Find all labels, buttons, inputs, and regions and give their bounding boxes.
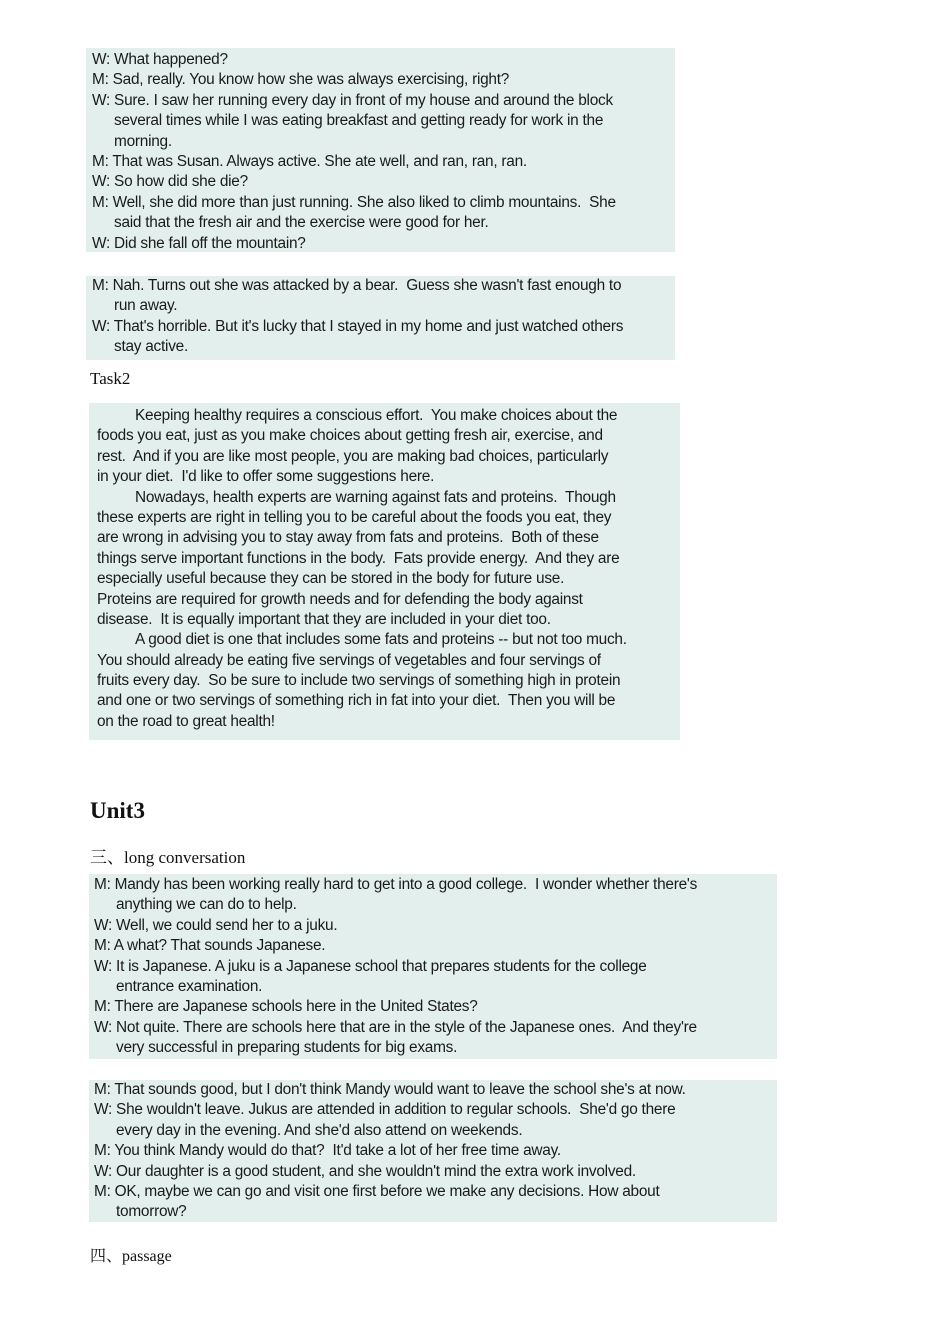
dialogue-line-continuation: stay active. xyxy=(114,338,188,356)
dialogue-line: W: Did she fall off the mountain? xyxy=(92,234,306,252)
passage-line: disease. It is equally important that they are included in your diet too. xyxy=(97,610,551,628)
unit3-conversation-part2 xyxy=(89,1080,777,1222)
passage-line: rest. And if you are like most people, you are making bad choices, particularly xyxy=(97,447,609,465)
task2-label: Task2 xyxy=(90,369,131,388)
dialogue-line: M: Well, she did more than just running. She also liked to climb mountains. She xyxy=(92,193,616,211)
passage-line: Proteins are required for growth needs and for defending the body against xyxy=(97,590,583,608)
dialogue-line: M: Nah. Turns out she was attacked by a bear. Guess she wasn't fast enough to xyxy=(92,277,622,294)
dialogue-line: W: That's horrible. But it's lucky that I stayed in my home and just watched others xyxy=(92,317,624,335)
passage-line: these experts are right in telling you to be careful about the foods you eat, they xyxy=(97,508,612,526)
dialogue-line: M: Sad, really. You know how she was always exercising, right? xyxy=(92,71,510,89)
dialogue-line: W: Well, we could send her to a juku. xyxy=(94,916,338,934)
dialogue-line-continuation: very successful in preparing students for big exams. xyxy=(116,1039,458,1057)
task2-passage xyxy=(89,403,680,740)
dialogue-line: M: That was Susan. Always active. She ate well, and ran, ran, ran. xyxy=(92,152,527,170)
unit3-conversation-part1 xyxy=(89,874,777,1059)
dialogue-line-continuation: several times while I was eating breakfast and getting ready for work in the xyxy=(114,112,604,130)
dialogue-line: W: She wouldn't leave. Jukus are attended in addition to regular schools. She'd go there xyxy=(94,1101,676,1119)
passage-line: You should already be eating five servings of vegetables and four servings of xyxy=(97,651,601,669)
passage-line: Keeping healthy requires a conscious effort. You make choices about the xyxy=(135,407,618,424)
passage-line: in your diet. I'd like to offer some suggestions here. xyxy=(97,468,435,486)
passage-line: foods you eat, just as you make choices about getting fresh air, exercise, and xyxy=(97,427,603,445)
dialogue-line: M: OK, maybe we can go and visit one first before we make any decisions. How about xyxy=(94,1182,660,1200)
dialogue-line: M: There are Japanese schools here in the United States? xyxy=(94,998,478,1016)
dialogue-line: M: You think Mandy would do that? It'd take a lot of her free time away. xyxy=(94,1142,561,1160)
passage-line: Nowadays, health experts are warning against fats and proteins. Though xyxy=(135,488,616,506)
passage-line: especially useful because they can be stored in the body for future use. xyxy=(97,570,565,588)
dialogue-line: M: Mandy has been working really hard to get into a good college. I wonder whether there's xyxy=(94,876,698,893)
passage-line: A good diet is one that includes some fats and proteins -- but not too much. xyxy=(135,631,627,649)
dialogue-line-continuation: anything we can do to help. xyxy=(116,896,297,914)
passage-line: and one or two servings of something rich in fat into your diet. Then you will be xyxy=(97,692,616,710)
dialogue-line-continuation: morning. xyxy=(114,132,172,150)
dialogue-line: W: It is Japanese. A juku is a Japanese school that prepares students for the college xyxy=(94,957,647,975)
dialogue-line: W: Sure. I saw her running every day in front of my house and around the block xyxy=(92,91,613,109)
dialogue-line: W: What happened? xyxy=(92,51,228,68)
dialogue-line: W: So how did she die? xyxy=(92,173,248,191)
dialogue-line: M: A what? That sounds Japanese. xyxy=(94,937,326,955)
dialogue-line-continuation: entrance examination. xyxy=(116,977,263,995)
passage-line: things serve important functions in the body. Fats provide energy. And they are xyxy=(97,549,620,567)
section-passage-label: 四、passage xyxy=(90,1248,172,1265)
dialogue-line-continuation: every day in the evening. And she'd also attend on weekends. xyxy=(116,1121,523,1139)
dialogue-line: M: That sounds good, but I don't think Mandy would want to leave the school she's at now. xyxy=(94,1081,686,1098)
dialogue-line-continuation: run away. xyxy=(114,297,178,315)
passage-line: fruits every day. So be sure to include two servings of something high in protein xyxy=(97,672,621,690)
dialogue-line-continuation: tomorrow? xyxy=(116,1203,187,1221)
passage-line: are wrong in advising you to stay away from fats and proteins. Both of these xyxy=(97,529,599,547)
dialogue-line: W: Not quite. There are schools here that are in the style of the Japanese ones. And they're xyxy=(94,1018,697,1036)
unit2-conversation-part2 xyxy=(86,276,675,360)
unit2-conversation-part1 xyxy=(86,48,675,252)
unit3-heading: Unit3 xyxy=(90,798,145,823)
passage-line: on the road to great health! xyxy=(97,712,275,730)
dialogue-line: W: Our daughter is a good student, and she wouldn't mind the extra work involved. xyxy=(94,1162,636,1180)
dialogue-line-continuation: said that the fresh air and the exercise were good for her. xyxy=(114,214,489,232)
section-long-conversation-label: 三、long conversation xyxy=(90,848,246,867)
